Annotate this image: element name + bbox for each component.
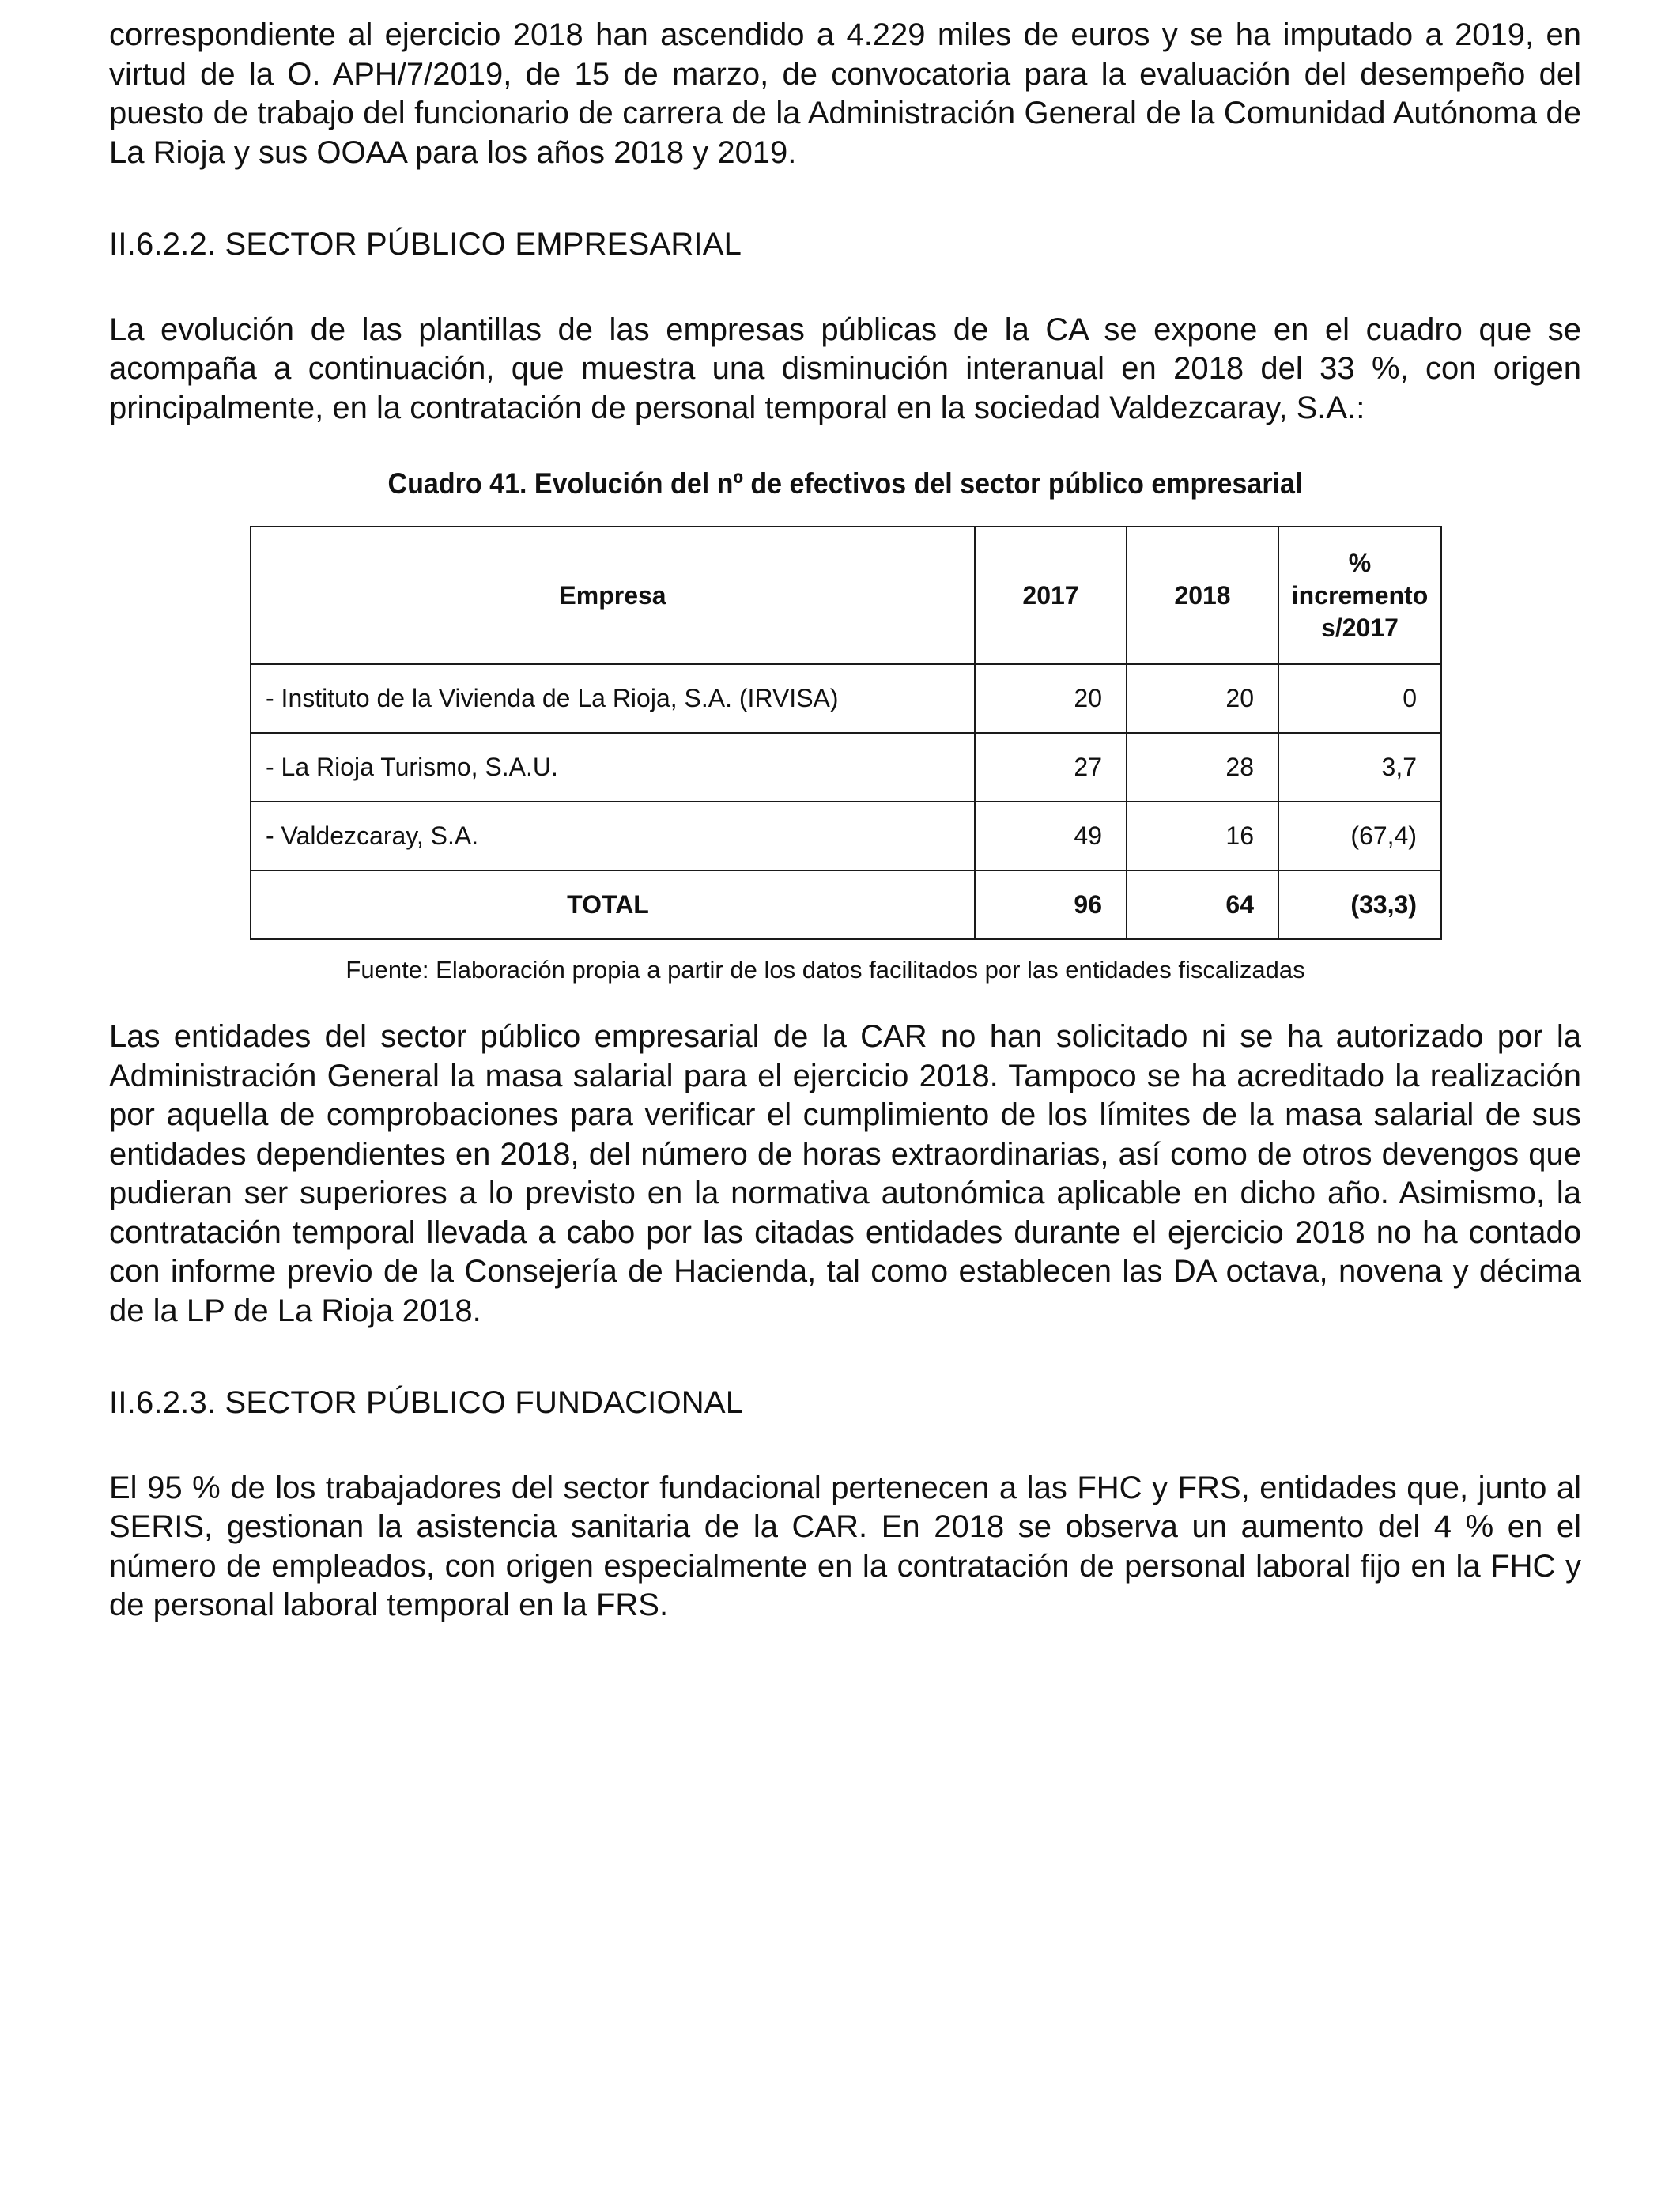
row-valdezcaray-name: - Valdezcaray, S.A. — [251, 802, 975, 870]
table-header-row — [251, 527, 1441, 664]
table-container — [250, 526, 1440, 940]
efectivos-table — [250, 526, 1442, 940]
row-turismo-2017: 27 — [975, 733, 1127, 802]
header-pct-line1: % — [1348, 548, 1372, 577]
paragraph-fundacional: El 95 % de los trabajadores del sector fundacional pertenecen a las FHC y FRS, entidades que, junto al SERIS, gestionan la asistencia sanitaria de la CAR. En 2018 se observa un aumento del 4 % en el número de empleados, con origen especialmente en la contratación de personal laboral fijo en la FHC y de personal laboral temporal en la FRS. — [109, 1470, 1581, 1622]
total-label: TOTAL — [251, 870, 975, 939]
section-heading-empresarial: II.6.2.2. SECTOR PÚBLICO EMPRESARIAL — [109, 227, 742, 262]
row-valdezcaray-2018: 16 — [1127, 802, 1278, 870]
paragraph-evolucion-plantillas: La evolución de las plantillas de las empresas públicas de la CA se expone en el cuadro que se acompaña a continuación, que muestra una disminución interanual en 2018 del 33 %, con origen principalmente, en la contratación de personal temporal en la sociedad Valdezcaray, S.A.: — [109, 312, 1581, 425]
total-2018: 64 — [1127, 870, 1278, 939]
table-row — [251, 664, 1441, 733]
table-caption: Cuadro 41. Evolución del nº de efectivos del sector público empresarial — [387, 467, 1303, 500]
row-irvisa-pct: 0 — [1278, 664, 1441, 733]
header-empresa: Empresa — [251, 527, 975, 664]
row-turismo-2018: 28 — [1127, 733, 1278, 802]
intro-paragraph: correspondiente al ejercicio 2018 han ascendido a 4.229 miles de euros y se ha imputado a 2019, en virtud de la O. APH/7/2019, de 15 de marzo, de convocatoria para la evaluación del desempeño del puesto de trabajo del funcionario de carrera de la Administración General de la Comunidad Autónoma de La Rioja y sus OOAA para los años 2018 y 2019. — [109, 17, 1581, 170]
document-page — [109, 16, 1581, 1626]
row-valdezcaray-2017: 49 — [975, 802, 1127, 870]
table-source-note: Fuente: Elaboración propia a partir de los datos facilitados por las entidades fiscalizadas — [345, 956, 1305, 984]
row-irvisa-name: - Instituto de la Vivienda de La Rioja, S.A. (IRVISA) — [251, 664, 975, 733]
total-pct: (33,3) — [1278, 870, 1441, 939]
header-2018: 2018 — [1127, 527, 1278, 664]
paragraph-entidades: Las entidades del sector público empresarial de la CAR no han solicitado ni se ha autorizado por la Administración General la masa salarial para el ejercicio 2018. Tampoco se ha acreditado la realización por aquella de comprobaciones para verificar el cumplimiento de los límites de la masa salarial de sus entidades dependientes en 2018, del número de horas extraordinarias, así como de otros devengos que pudieran ser superiores a lo previsto en la normativa autonómica aplicable en dicho año. Asimismo, la contratación temporal llevada a cabo por las citadas entidades durante el ejercicio 2018 no ha contado con informe previo de la Consejería de Hacienda, tal como establecen las DA octava, novena y décima de la LP de La Rioja 2018. — [109, 1019, 1581, 1328]
header-pct-line3: s/2017 — [1321, 613, 1399, 642]
header-pct-line2: incremento — [1291, 580, 1429, 610]
table-row — [251, 733, 1441, 802]
section-heading-fundacional: II.6.2.3. SECTOR PÚBLICO FUNDACIONAL — [109, 1385, 744, 1420]
total-2017: 96 — [975, 870, 1127, 939]
row-turismo-name: - La Rioja Turismo, S.A.U. — [251, 733, 975, 802]
table-row — [251, 802, 1441, 870]
row-irvisa-2017: 20 — [975, 664, 1127, 733]
row-turismo-pct: 3,7 — [1278, 733, 1441, 802]
row-valdezcaray-pct: (67,4) — [1278, 802, 1441, 870]
table-total-row — [251, 870, 1441, 939]
row-irvisa-2018: 20 — [1127, 664, 1278, 733]
header-pct-incremento — [1278, 527, 1441, 664]
header-2017: 2017 — [975, 527, 1127, 664]
